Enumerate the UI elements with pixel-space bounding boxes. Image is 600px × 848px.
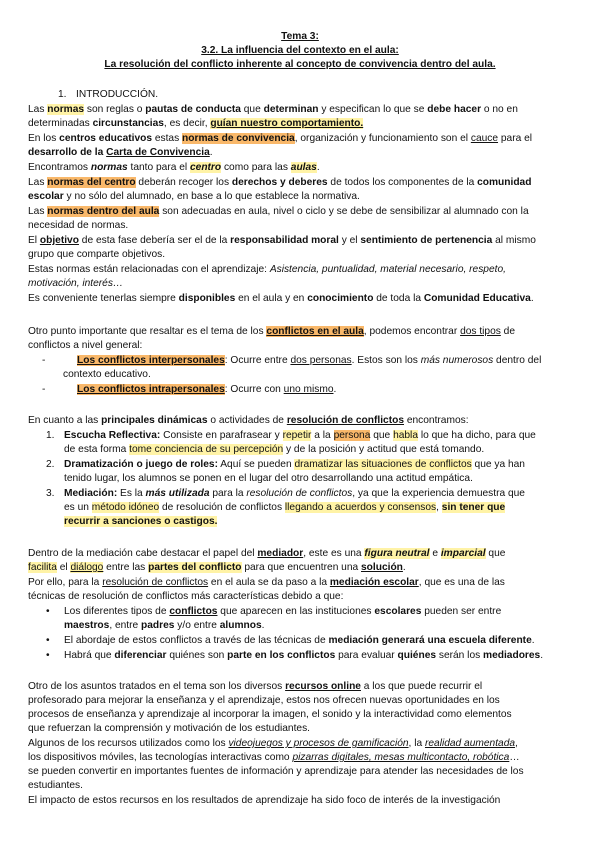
intro-p3: Encontramos normas tanto para el centro como para las aulas. xyxy=(28,162,320,173)
dash-bullet: - xyxy=(42,384,46,395)
resources-p2-line1: Algunos de los recursos utilizados como los videojuegos y procesos de gamificación, la realidad aumentada, xyxy=(28,738,518,749)
resources-p1-line3: procesos de enseñanza y aprendizaje al incorporar la imagen, el sonido y la interactividad como elementos xyxy=(28,709,512,720)
dynamics-item-3-line3: recurrir a sanciones o castigos. xyxy=(64,516,218,527)
section-title: 3.2. La influencia del contexto en el aula: xyxy=(201,45,399,56)
resources-p3: El impacto de estos recursos en los resultados de aprendizaje ha sido foco de interés de la investigación xyxy=(28,795,501,806)
intro-p8: Es conveniente tenerlas siempre disponibles en el aula y en conocimiento de toda la Comunidad Educativa. xyxy=(28,293,534,304)
intro-p1-line2: determinadas circunstancias, es decir, guían nuestro comportamiento. xyxy=(28,118,364,129)
topic-title: Tema 3: xyxy=(281,31,319,42)
conflict-item-interpersonal: - Los conflictos interpersonales: Ocurre entre dos personas. Estos son los más numerosos dentro del xyxy=(42,355,542,366)
conflicts-p1-line1: Otro punto importante que resaltar es el tema de los conflictos en el aula, podemos encontrar dos tipos de xyxy=(28,326,516,337)
resources-p2-line2: los dispositivos móviles, las tecnologías interactivas como pizarras digitales, mesas multicontacto, robótica… xyxy=(28,752,520,763)
mediation-bullet-1: • Los diferentes tipos de conflictos que aparecen en las instituciones escolares pueden ser entre xyxy=(46,606,502,617)
dynamics-item-1-line2: de esta forma tome conciencia de su percepción y de la posición y actitud que está tomando. xyxy=(64,444,485,455)
intro-p6-line2: grupo que comparte objetivos. xyxy=(28,249,166,260)
intro-p5-line1: Las normas dentro del aula son adecuadas en aula, nivel o ciclo y se debe de sensibilizar al alumnado con la xyxy=(28,206,529,217)
intro-p4-line2: escolar y no sólo del alumnado, en base a lo que establece la normativa. xyxy=(28,191,360,202)
resources-p1-line2: profesorado para mejorar la enseñanza y el aprendizaje, estos nos ofrecen nuevas oportunidades en los xyxy=(28,695,500,706)
dash-bullet: - xyxy=(42,355,46,366)
dynamics-item-3: 3. Mediación: Es la más utilizada para la resolución de conflictos, ya que la experiencia demuestra que xyxy=(46,488,525,499)
dynamics-intro: En cuanto a las principales dinámicas o actividades de resolución de conflictos encontramos: xyxy=(28,415,469,426)
dynamics-item-2-line2: tenido lugar, los alumnos se ponen en el lugar del otro desarrollando una actitud empática. xyxy=(64,473,473,484)
subtitle: La resolución del conflicto inherente al concepto de convivencia dentro del aula. xyxy=(104,59,496,70)
resources-p1-line4: que refuerzan la comprensión y motivación de los estudiantes. xyxy=(28,723,311,734)
intro-p2-line2: desarrollo de la Carta de Convivencia. xyxy=(28,147,213,158)
conflicts-p1-line2: conflictos a nivel general: xyxy=(28,340,143,351)
dynamics-item-3-line2: es un método idóneo de resolución de conflictos llegando a acuerdos y consensos, sin tener que xyxy=(64,502,506,513)
resources-p1-line1: Otro de los asuntos tratados en el tema son los diversos recursos online a los que puede recurrir el xyxy=(28,681,483,692)
mediation-bullet-3: • Habrá que diferenciar quiénes son parte en los conflictos para evaluar quiénes serán los mediadores. xyxy=(46,650,544,661)
dot-bullet: • xyxy=(46,635,50,646)
dynamics-item-1: 1. Escucha Reflectiva: Consiste en parafrasear y repetir a la persona que habla lo que ha dicho, para que xyxy=(46,430,536,441)
resources-p2-line3: se pueden convertir en importantes fuentes de información y aprendizaje para atender las necesidades de los xyxy=(28,766,524,777)
intro-p5-line2: necesidad de normas. xyxy=(28,220,129,231)
mediation-p2-line1: Por ello, para la resolución de conflictos en el aula se da paso a la mediación escolar, que es una de las xyxy=(28,577,505,588)
dot-bullet: • xyxy=(46,650,50,661)
mediation-p1-line1: Dentro de la mediación cabe destacar el papel del mediador, este es una figura neutral e imparcial que xyxy=(28,548,506,559)
mediation-bullet-2: • El abordaje de estos conflictos a través de las técnicas de mediación generará una escuela diferente. xyxy=(46,635,535,646)
resources-p2-line4: estudiantes. xyxy=(28,780,83,791)
intro-heading: 1. INTRODUCCIÓN. xyxy=(58,89,159,100)
intro-p2-line1: En los centros educativos estas normas de convivencia, organización y funcionamiento son el cauce para el xyxy=(28,133,533,144)
intro-p6-line1: El objetivo de esta fase debería ser el de la responsabilidad moral y el sentimiento de pertenencia al mismo xyxy=(28,235,536,246)
conflict-item-intrapersonal: - Los conflictos intrapersonales: Ocurre con uno mismo. xyxy=(42,384,337,395)
conflict-item-interpersonal-line2: contexto educativo. xyxy=(63,369,151,380)
mediation-p2-line2: técnicas de resolución de conflictos más características debido a que: xyxy=(28,591,344,602)
dynamics-item-2: 2. Dramatización o juego de roles: Aquí se pueden dramatizar las situaciones de conflictos que ya han xyxy=(46,459,525,470)
dot-bullet: • xyxy=(46,606,50,617)
intro-p7-line2: motivación, interés… xyxy=(28,278,124,289)
intro-p7-line1: Estas normas están relacionadas con el aprendizaje: Asistencia, puntualidad, material necesario, respeto, xyxy=(28,264,506,275)
mediation-bullet-1-line2: maestros, entre padres y/o entre alumnos. xyxy=(64,620,265,631)
intro-p1-line1: Las normas son reglas o pautas de conducta que determinan y especifican lo que se debe hacer o no en xyxy=(28,104,518,115)
mediation-p1-line2: facilita el diálogo entre las partes del conflicto para que encuentren una solución. xyxy=(28,562,406,573)
intro-p4-line1: Las normas del centro deberán recoger los derechos y deberes de todos los componentes de la comunidad xyxy=(28,177,532,188)
